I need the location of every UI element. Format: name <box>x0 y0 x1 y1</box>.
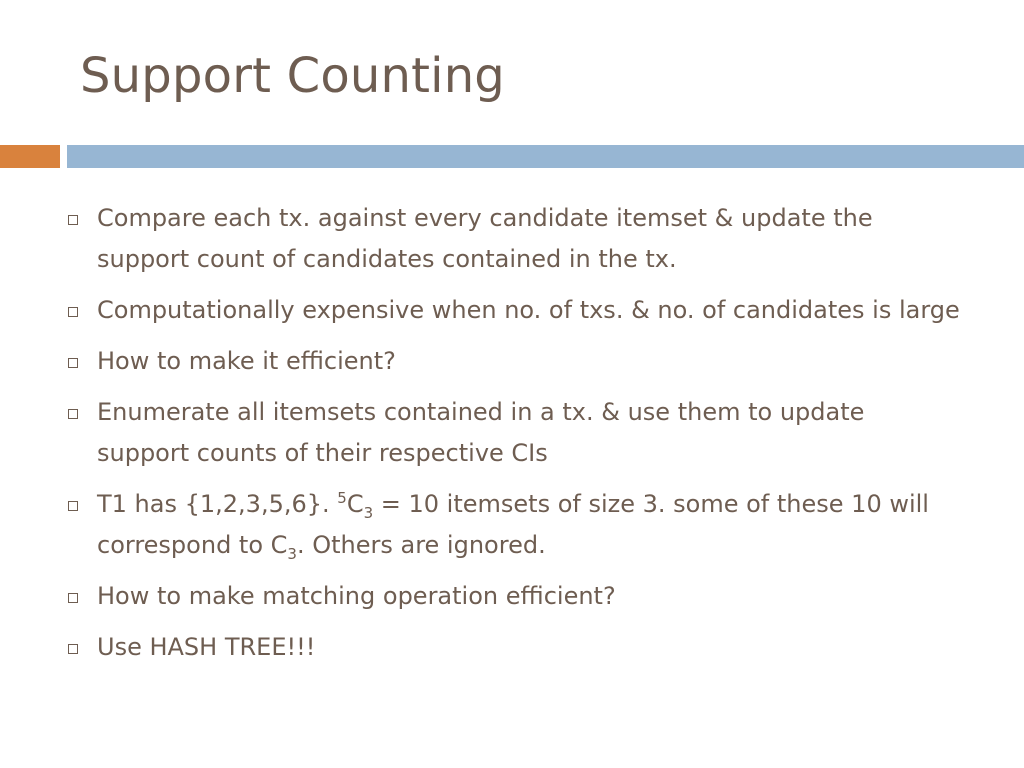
bullet-text-part: C <box>346 490 364 518</box>
superscript-5: 5 <box>337 489 347 507</box>
bullet-item <box>60 341 960 382</box>
hollow-square-bullet-icon <box>68 358 78 368</box>
accent-bar-orange <box>0 145 60 168</box>
bullet-text: Computationally expensive when no. of txs. & no. of candidates is large <box>97 296 960 324</box>
hollow-square-bullet-icon <box>68 593 78 603</box>
bullet-text-part: = 10 itemsets of size 3. some of these 10 will correspond to C <box>97 490 929 559</box>
hollow-square-bullet-icon <box>68 307 78 317</box>
bullet-text-part: . Others are ignored. <box>296 531 546 559</box>
subscript-3: 3 <box>287 544 297 563</box>
bullet-text: How to make matching operation efficient? <box>97 582 616 610</box>
hollow-square-bullet-icon <box>68 644 78 654</box>
accent-bar-blue <box>67 145 1024 168</box>
bullet-item <box>60 290 960 331</box>
bullet-list <box>60 198 960 678</box>
bullet-text: Enumerate all itemsets contained in a tx. & use them to update support counts of their respective CIs <box>97 398 865 467</box>
slide-title: Support Counting <box>80 48 505 104</box>
bullet-text <box>97 489 929 563</box>
subscript-3: 3 <box>363 503 374 522</box>
hollow-square-bullet-icon <box>68 501 78 511</box>
hollow-square-bullet-icon <box>68 215 78 225</box>
bullet-text: Use HASH TREE!!! <box>97 633 316 661</box>
bullet-text: How to make it efficient? <box>97 347 396 375</box>
bullet-item <box>60 576 960 617</box>
bullet-item <box>60 627 960 668</box>
bullet-item <box>60 198 960 280</box>
bullet-item <box>60 392 960 474</box>
bullet-text: Compare each tx. against every candidate itemset & update the support count of candidates contained in the tx. <box>97 204 873 273</box>
bullet-item <box>60 484 960 566</box>
bullet-text-part: T1 has {1,2,3,5,6}. <box>97 490 338 518</box>
hollow-square-bullet-icon <box>68 409 78 419</box>
